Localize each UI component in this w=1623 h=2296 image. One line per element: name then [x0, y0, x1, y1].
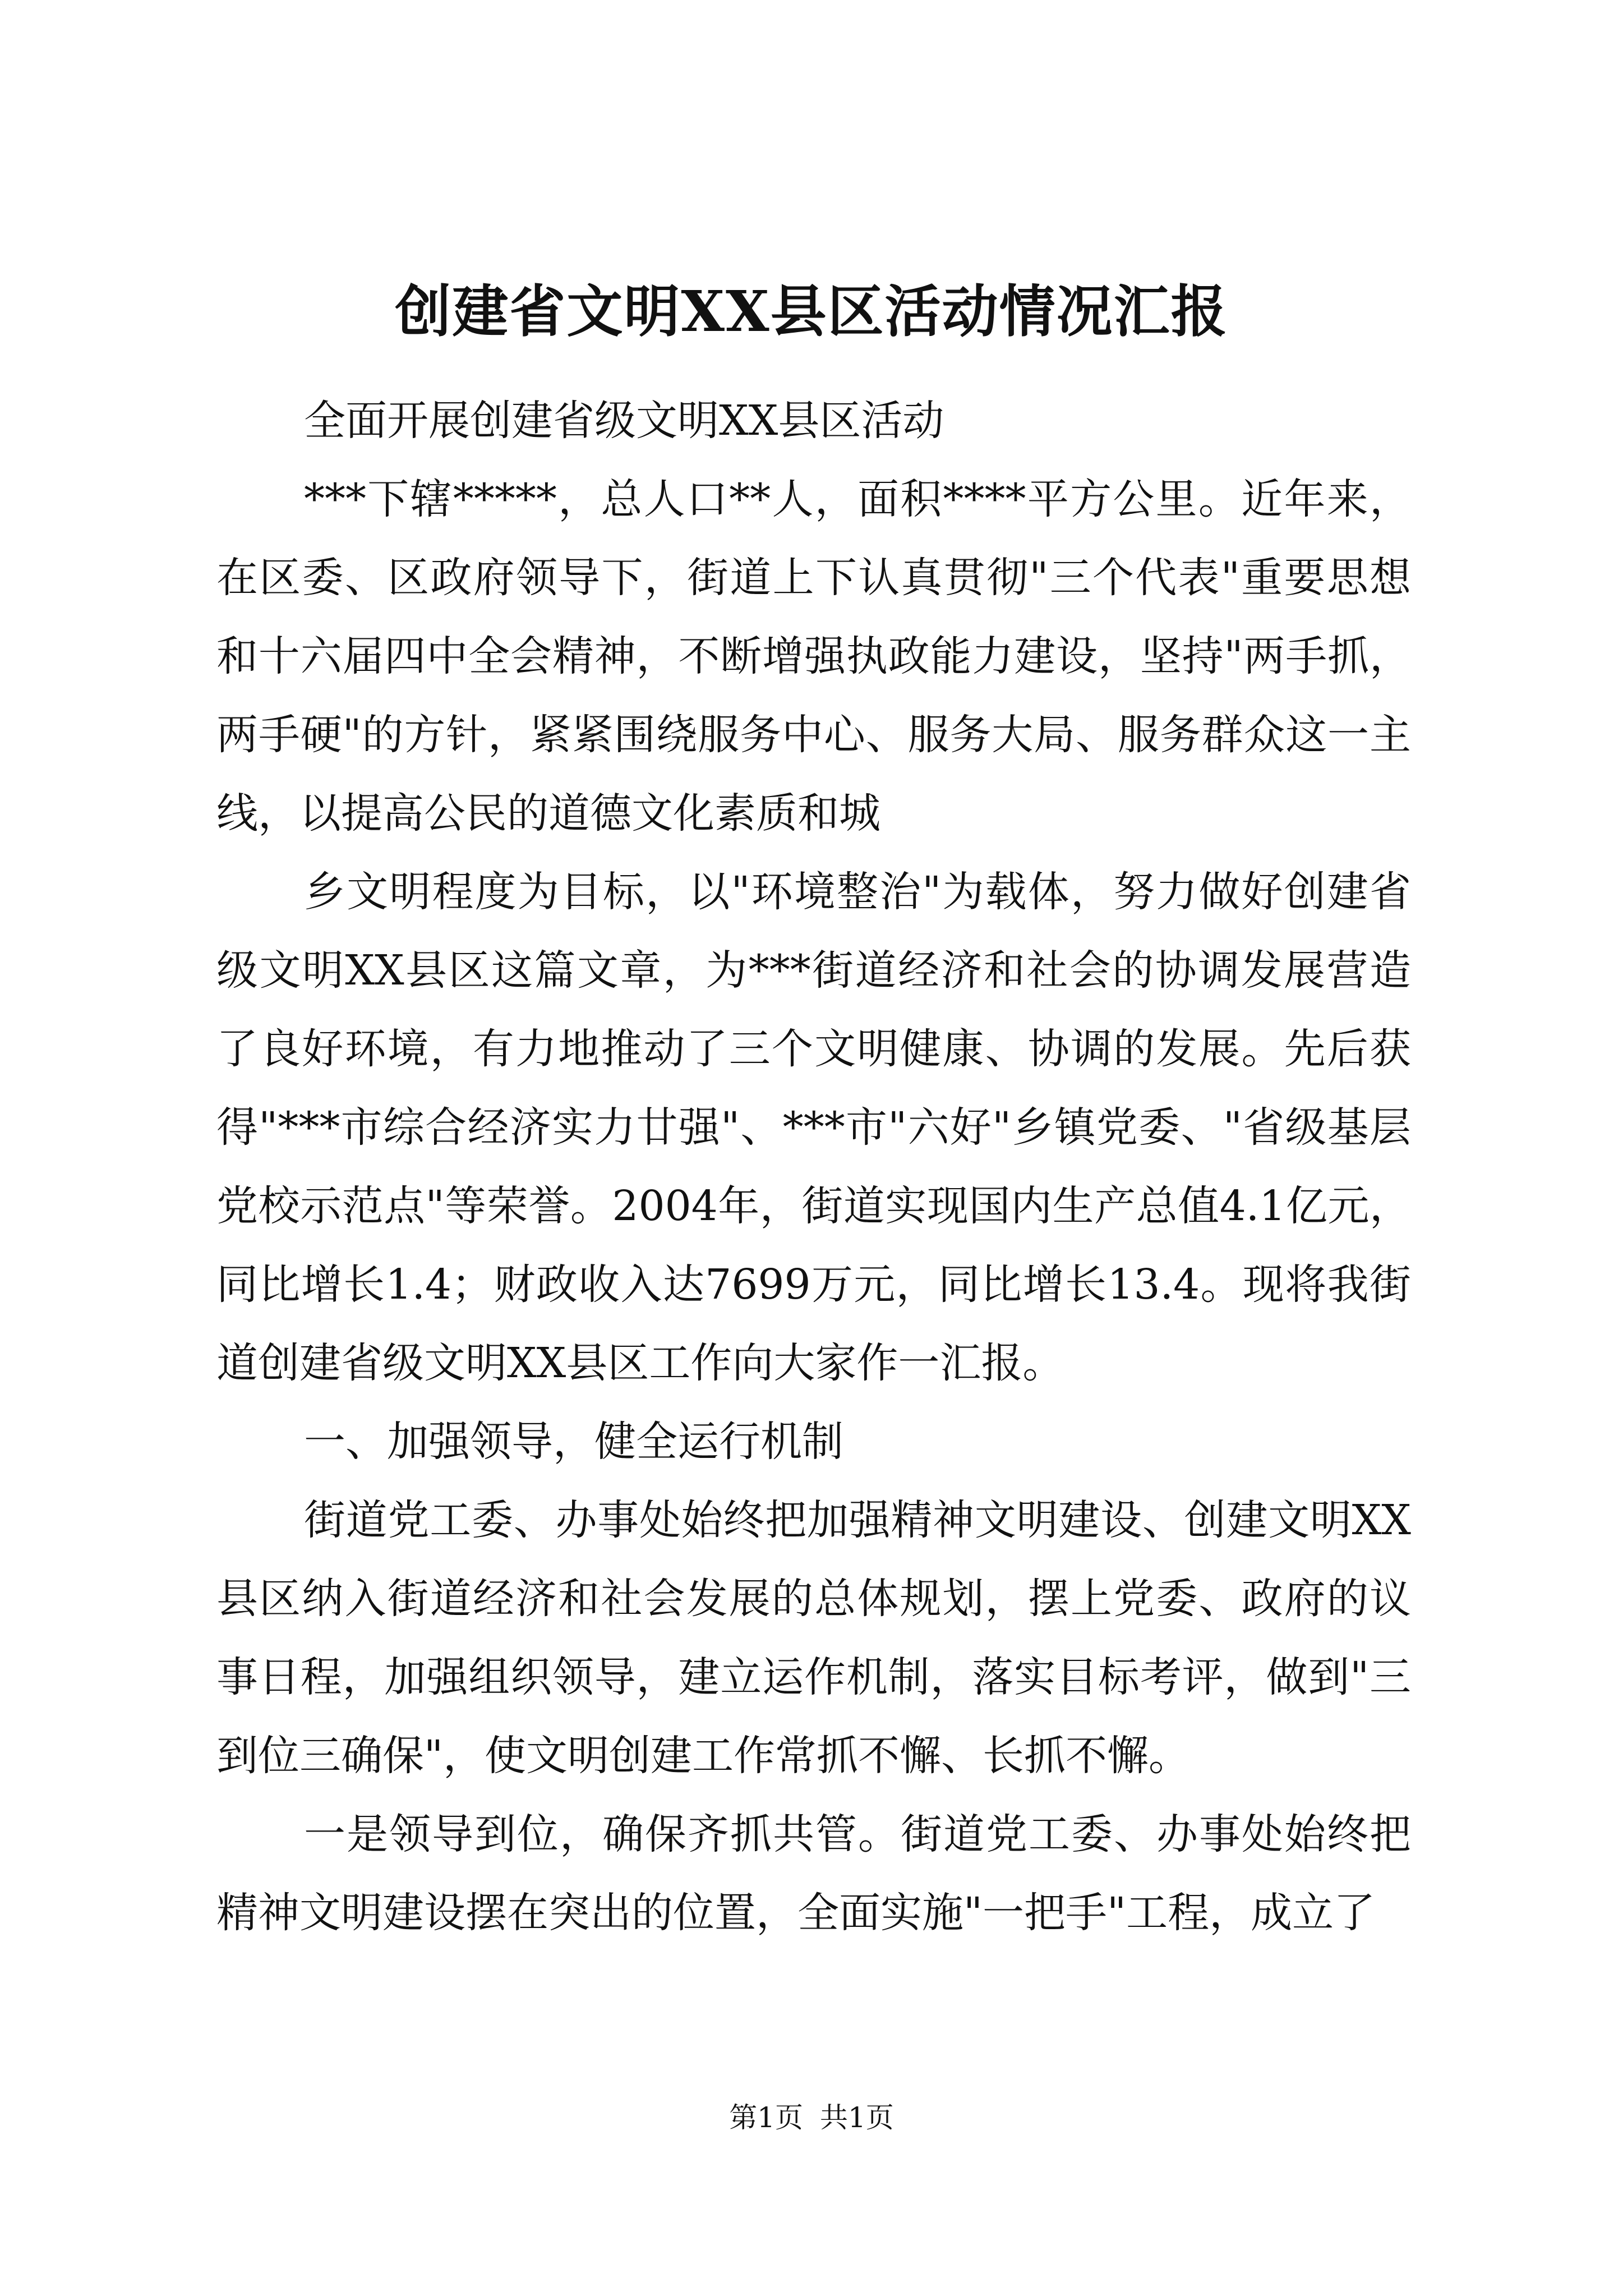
section-heading: 一、加强领导，健全运行机制: [304, 1418, 843, 1466]
paragraph: 街道党工委、办事处始终把加强精神文明建设、创建文明XX县区纳入街道经济和社会发展的总体规划，摆上党委、政府的议事日程，加强组织领导，建立运作机制，落实目标考评，做到"三到位三确保"，使文明创建工作常抓不懈、长抓不懈。: [216, 1496, 1411, 1780]
paragraph: 一是领导到位，确保齐抓共管。街道党工委、办事处始终把精神文明建设摆在突出的位置，全面实施"一把手"工程，成立了: [216, 1810, 1411, 1937]
page-footer: [0, 2098, 1623, 2137]
page-number: 第1页: [729, 2101, 803, 2134]
paragraph: 全面开展创建省级文明XX县区活动: [304, 397, 944, 445]
document-title: 创建省文明XX县区活动情况汇报: [395, 278, 1228, 344]
page-total: 共1页: [820, 2101, 894, 2134]
paragraph: 乡文明程度为目标，以"环境整治"为载体，努力做好创建省级文明XX县区这篇文章，为***街道经济和社会的协调发展营造了良好环境，有力地推动了三个文明健康、协调的发展。先后获得"***市综合经济实力廿强"、***市"六好"乡镇党委、"省级基层党校示范点"等荣誉。2004年，街道实现国内生产总值4.1亿元，同比增长1.4；财政收入达7699万元，同比增长13.4。现将我街道创建省级文明XX县区工作向大家作一汇报。: [216, 868, 1411, 1387]
paragraph: ***下辖*****，总人口**人，面积****平方公里。近年来，在区委、区政府领导下，街道上下认真贯彻"三个代表"重要思想和十六届四中全会精神，不断增强执政能力建设，坚持"两手抓，两手硬"的方针，紧紧围绕服务中心、服务大局、服务群众这一主线，以提高公民的道德文化素质和城: [216, 475, 1411, 838]
document-body: [216, 381, 1411, 1952]
